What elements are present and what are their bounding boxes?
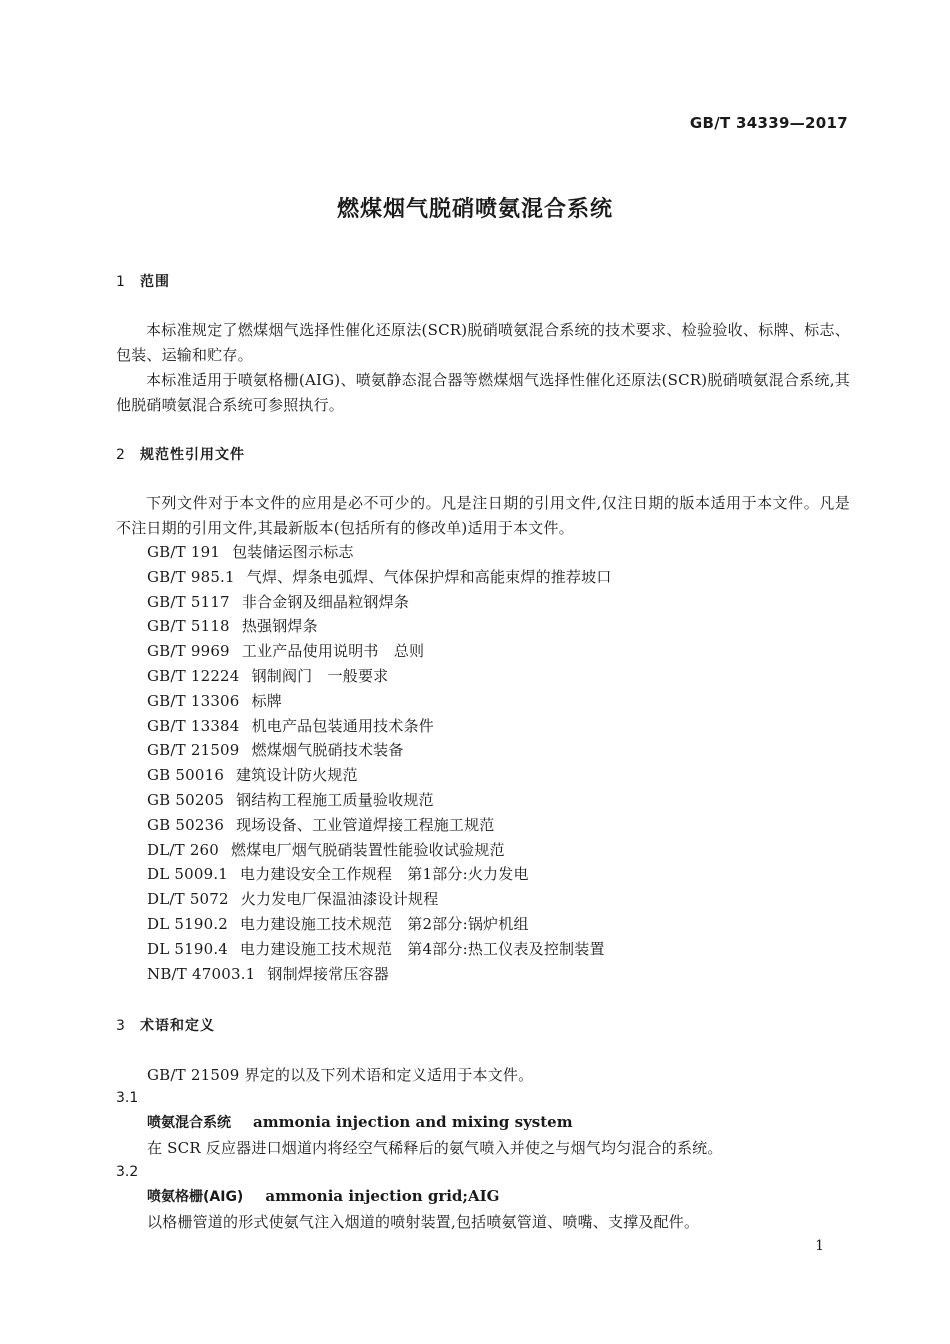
term-number: 3.2 xyxy=(116,1164,139,1180)
reference-code: DL 5190.2 xyxy=(147,914,229,933)
term-zh: 喷氨格栅(AIG) xyxy=(147,1189,244,1205)
reference-code: DL 5009.1 xyxy=(147,865,229,884)
reference-item xyxy=(147,962,612,987)
page-number: 1 xyxy=(815,1238,824,1254)
reference-item xyxy=(147,614,612,639)
reference-code: GB/T 5118 xyxy=(147,617,230,636)
reference-title: 钢制阀门 一般要求 xyxy=(251,666,389,685)
section-title: 范围 xyxy=(140,274,170,290)
reference-title: 钢制焊接常压容器 xyxy=(267,964,390,983)
reference-title: 火力发电厂保温油漆设计规程 xyxy=(240,890,439,909)
reference-item xyxy=(147,565,612,590)
reference-code: GB/T 13384 xyxy=(147,716,240,735)
reference-item xyxy=(147,937,612,962)
reference-item xyxy=(147,788,612,813)
reference-item xyxy=(147,838,612,863)
reference-title: 电力建设安全工作规程 第1部分:火力发电 xyxy=(240,865,529,884)
reference-code: GB/T 21509 xyxy=(147,741,240,760)
reference-code: GB/T 9969 xyxy=(147,642,230,661)
standard-code: GB/T 34339—2017 xyxy=(689,114,848,132)
reference-code: DL/T 5072 xyxy=(147,890,229,909)
reference-title: 机电产品包装通用技术条件 xyxy=(251,716,434,735)
reference-title: 现场设备、工业管道焊接工程施工规范 xyxy=(236,815,495,834)
reference-code: GB 50236 xyxy=(147,815,225,834)
scope-paragraph-2: 本标准适用于喷氨格栅(AIG)、喷氨静态混合器等燃煤烟气选择性催化还原法(SCR)脱硝喷氨混合系统,其他脱硝喷氨混合系统可参照执行。 xyxy=(116,371,850,414)
reference-code: GB/T 12224 xyxy=(147,666,240,685)
reference-title: 建筑设计防火规范 xyxy=(236,766,358,785)
section-heading-scope xyxy=(116,271,170,291)
reference-item xyxy=(147,590,612,615)
reference-item xyxy=(147,887,612,912)
reference-title: 热强钢焊条 xyxy=(241,617,318,636)
reference-item xyxy=(147,689,612,714)
reference-title: 电力建设施工技术规范 第4部分:热工仪表及控制装置 xyxy=(240,939,605,958)
scope-paragraph-1: 本标准规定了燃煤烟气选择性催化还原法(SCR)脱硝喷氨混合系统的技术要求、检验验收、标牌、标志、包装、运输和贮存。 xyxy=(116,321,850,364)
reference-code: GB/T 5117 xyxy=(147,592,230,611)
reference-title: 气焊、焊条电弧焊、气体保护焊和高能束焊的推荐坡口 xyxy=(246,567,612,586)
reference-item xyxy=(147,763,612,788)
term-zh: 喷氨混合系统 xyxy=(147,1115,231,1131)
reference-title: 包装储运图示标志 xyxy=(232,543,354,561)
reference-item xyxy=(147,912,612,937)
section-title: 术语和定义 xyxy=(140,1018,215,1034)
reference-title: 电力建设施工技术规范 第2部分:锅炉机组 xyxy=(240,914,529,933)
normative-refs-intro: 下列文件对于本文件的应用是必不可少的。凡是注日期的引用文件,仅注日期的版本适用于本文件。凡是不注日期的引用文件,其最新版本(包括所有的修改单)适用于本文件。 xyxy=(116,494,850,537)
section-heading-terms xyxy=(116,1015,215,1035)
term-number: 3.1 xyxy=(116,1090,139,1106)
section-title: 规范性引用文件 xyxy=(140,447,245,463)
reference-item xyxy=(147,714,612,739)
reference-code: GB 50016 xyxy=(147,766,225,785)
reference-code: GB/T 985.1 xyxy=(147,567,235,586)
section-number: 1 xyxy=(116,274,126,290)
reference-code: DL 5190.4 xyxy=(147,939,229,958)
term-en: ammonia injection grid;AIG xyxy=(265,1187,500,1205)
term-entry xyxy=(147,1186,499,1206)
reference-title: 燃煤电厂烟气脱硝装置性能验收试验规范 xyxy=(231,840,505,859)
term-entry xyxy=(147,1112,573,1132)
reference-title: 标牌 xyxy=(251,691,282,710)
reference-code: GB/T 191 xyxy=(147,543,221,561)
terms-intro: GB/T 21509 界定的以及下列术语和定义适用于本文件。 xyxy=(147,1066,534,1084)
reference-item xyxy=(147,639,612,664)
reference-code: NB/T 47003.1 xyxy=(147,964,256,983)
term-definition: 在 SCR 反应器进口烟道内将经空气稀释后的氨气喷入并使之与烟气均匀混合的系统。 xyxy=(147,1139,723,1157)
reference-item xyxy=(147,738,612,763)
document-title: 燃煤烟气脱硝喷氨混合系统 xyxy=(336,197,613,222)
section-number: 2 xyxy=(116,447,126,463)
reference-list xyxy=(147,540,612,986)
reference-title: 工业产品使用说明书 总则 xyxy=(241,642,425,661)
reference-title: 非合金钢及细晶粒钢焊条 xyxy=(241,592,410,611)
reference-code: GB/T 13306 xyxy=(147,691,240,710)
reference-title: 燃煤烟气脱硝技术装备 xyxy=(251,741,404,760)
reference-item xyxy=(147,664,612,689)
section-number: 3 xyxy=(116,1018,126,1034)
section-heading-normative-refs xyxy=(116,444,245,464)
reference-item xyxy=(147,540,612,565)
reference-item xyxy=(147,813,612,838)
reference-title: 钢结构工程施工质量验收规范 xyxy=(236,790,434,809)
reference-code: GB 50205 xyxy=(147,790,225,809)
term-definition: 以格栅管道的形式使氨气注入烟道的喷射装置,包括喷氨管道、喷嘴、支撑及配件。 xyxy=(147,1213,700,1231)
term-en: ammonia injection and mixing system xyxy=(253,1113,573,1131)
reference-code: DL/T 260 xyxy=(147,840,220,859)
reference-item xyxy=(147,862,612,887)
